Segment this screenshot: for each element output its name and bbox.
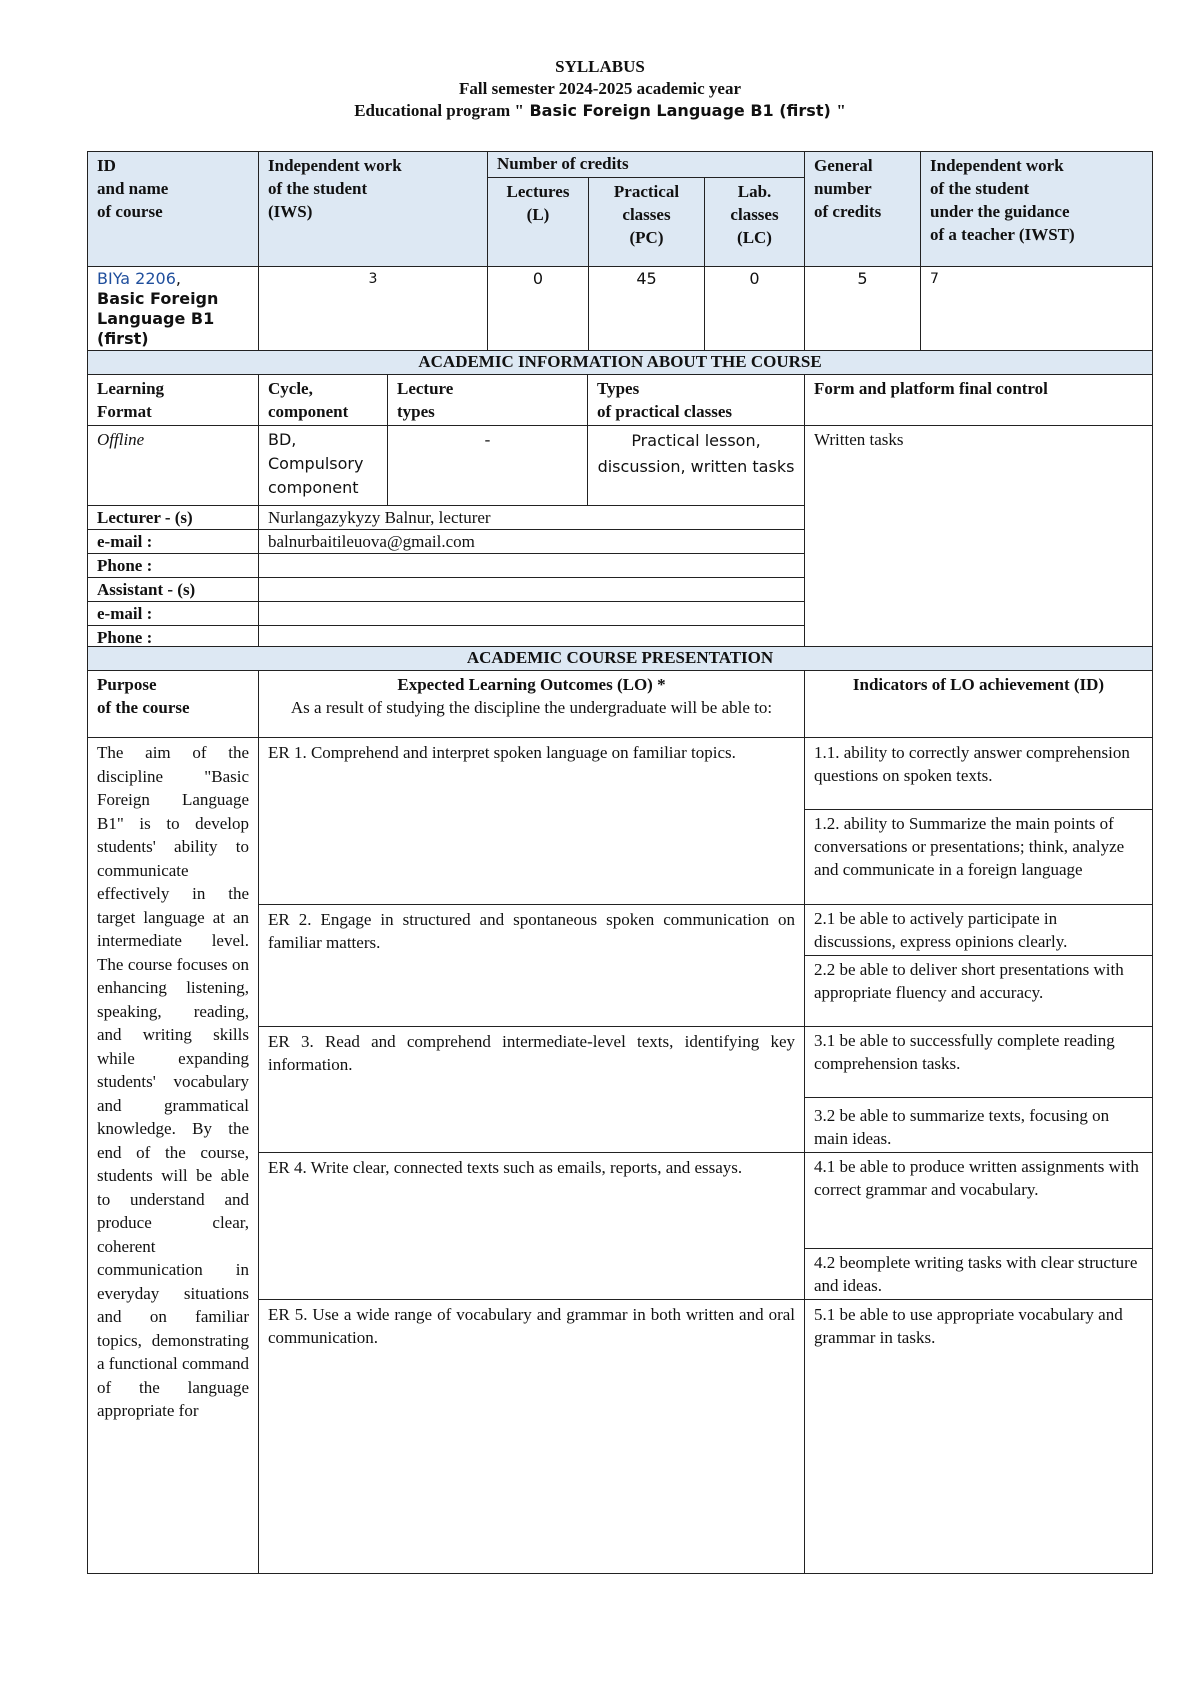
header-line: of a teacher (IWST): [930, 225, 1075, 244]
academic-info-title: ACADEMIC INFORMATION ABOUT THE COURSE: [88, 351, 1153, 375]
lab-value: 0: [705, 267, 805, 352]
indicator-5-1: 5.1 be able to use appropriate vocabulary and grammar in tasks.: [805, 1300, 1153, 1574]
header-line: Lab.: [737, 182, 772, 201]
lecturer-email-value[interactable]: balnurbaitileuova@gmail.com: [259, 530, 805, 554]
lecture-types-value: -: [388, 426, 588, 506]
cycle-line: Compulsory: [268, 454, 364, 473]
header-line: (L): [526, 205, 550, 224]
practical-value: 45: [589, 267, 705, 352]
indicator-1-1: 1.1. ability to correctly answer comprehension questions on spoken texts.: [805, 738, 1153, 810]
program-line: [0, 100, 1200, 122]
header-line: of the student: [268, 179, 368, 198]
iwst-header: [921, 152, 1153, 267]
header-line: classes: [730, 205, 779, 224]
cycle-line: BD,: [268, 430, 297, 449]
lo-header-title: Expected Learning Outcomes (LO) *: [397, 675, 666, 694]
program-prefix: Educational program ": [354, 101, 524, 120]
learning-format-value: Offline: [88, 426, 259, 506]
learning-outcome-4: ER 4. Write clear, connected texts such as emails, reports, and essays.: [259, 1153, 805, 1300]
cycle-line: component: [268, 478, 359, 497]
header-line: of credits: [814, 202, 882, 221]
header-line: Cycle,: [268, 379, 313, 398]
cycle-value: [259, 426, 388, 506]
course-id-cell: [88, 267, 259, 352]
header-line: component: [268, 402, 349, 421]
lo-header-subtitle: As a result of studying the discipline the undergraduate will be able to:: [290, 698, 773, 717]
header-line: Independent work: [268, 156, 402, 175]
header-line: Practical: [613, 182, 680, 201]
contact-label: e-mail :: [88, 602, 259, 626]
final-control-value: Written tasks: [805, 426, 1153, 650]
indicators-header: Indicators of LO achievement (ID): [805, 671, 1153, 738]
lectures-value: 0: [488, 267, 589, 352]
header-line: Independent work: [930, 156, 1064, 175]
course-code-link[interactable]: BIYa 2206: [97, 269, 176, 288]
indicator-3-2: 3.2 be able to summarize texts, focusing on main ideas.: [805, 1098, 1153, 1153]
practical-header: [589, 178, 705, 267]
learning-format-header: [88, 375, 259, 426]
header-line: classes: [622, 205, 671, 224]
practical-types-value: Practical lesson, discussion, written tasks: [588, 426, 805, 506]
header-line: number: [814, 179, 872, 198]
indicator-3-1: 3.1 be able to successfully complete reading comprehension tasks.: [805, 1027, 1153, 1098]
cycle-header: [259, 375, 388, 426]
general-credits-header: [805, 152, 921, 267]
learning-outcome-2: ER 2. Engage in structured and spontaneous spoken communication on familiar matters.: [259, 905, 805, 1027]
iws-value: 3: [259, 267, 488, 352]
iws-header: [259, 152, 488, 267]
header-line: types: [397, 402, 435, 421]
header-line: (PC): [629, 228, 664, 247]
general-credits-value: 5: [805, 267, 921, 352]
contact-label: Phone :: [88, 554, 259, 578]
header-line: of practical classes: [597, 402, 733, 421]
presentation-title: ACADEMIC COURSE PRESENTATION: [88, 647, 1153, 671]
contact-label: Lecturer - (s): [88, 506, 259, 530]
program-name: Basic Foreign Language B1 (first): [523, 101, 837, 120]
lecture-types-header: [388, 375, 588, 426]
document-header: [0, 56, 1200, 122]
header-line: under the guidance: [930, 202, 1070, 221]
header-line: Format: [97, 402, 152, 421]
document-title: SYLLABUS: [555, 57, 645, 76]
presentation-table: [87, 646, 1153, 1574]
indicator-2-2: 2.2 be able to deliver short presentations with appropriate fluency and accuracy.: [805, 956, 1153, 1027]
header-line: (LC): [737, 228, 772, 247]
course-comma: ,: [175, 269, 181, 288]
lecturer-value: Nurlangazykyzy Balnur, lecturer: [259, 506, 805, 530]
indicator-4-2: 4.2 beomplete writing tasks with clear structure and ideas.: [805, 1249, 1153, 1300]
contact-label: Assistant - (s): [88, 578, 259, 602]
lectures-header: [488, 178, 589, 267]
final-control-header: Form and platform final control: [805, 375, 1153, 426]
learning-outcome-1: ER 1. Comprehend and interpret spoken language on familiar topics.: [259, 738, 805, 905]
header-line: Lectures: [506, 182, 570, 201]
header-line: General: [814, 156, 873, 175]
indicator-4-1: 4.1 be able to produce written assignments with correct grammar and vocabulary.: [805, 1153, 1153, 1249]
course-table: [87, 151, 1153, 352]
header-line: of the student: [930, 179, 1030, 198]
header-line: Learning: [97, 379, 165, 398]
practical-types-header: [588, 375, 805, 426]
header-line: and name: [97, 179, 169, 198]
academic-info-table: [87, 350, 1153, 650]
contact-label: Phone :: [88, 626, 259, 650]
id-name-header: [88, 152, 259, 267]
header-line: (IWS): [268, 202, 313, 221]
learning-outcome-5: ER 5. Use a wide range of vocabulary and grammar in both written and oral communication.: [259, 1300, 805, 1574]
assistant-value: [259, 578, 805, 602]
contact-label: e-mail :: [88, 530, 259, 554]
lecturer-phone-value: [259, 554, 805, 578]
assistant-email-value: [259, 602, 805, 626]
iwst-value: 7: [921, 267, 1153, 352]
header-line: of course: [97, 202, 163, 221]
header-line: Purpose: [97, 675, 157, 694]
indicator-1-2: 1.2. ability to Summarize the main points of conversations or presentations; think, analyze and communicate in a foreign language: [805, 810, 1153, 905]
header-line: Types: [597, 379, 640, 398]
header-line: of the course: [97, 698, 190, 717]
course-name-line: (first): [97, 329, 149, 348]
semester-line: Fall semester 2024-2025 academic year: [459, 79, 741, 98]
indicator-2-1: 2.1 be able to actively participate in discussions, express opinions clearly.: [805, 905, 1153, 956]
lab-header: [705, 178, 805, 267]
credits-header: Number of credits: [488, 152, 805, 178]
lo-header: [259, 671, 805, 738]
learning-outcome-3: ER 3. Read and comprehend intermediate-level texts, identifying key information.: [259, 1027, 805, 1153]
purpose-text: The aim of the discipline "Basic Foreign Language B1" is to develop students' ability to communicate effectively in the target language at an intermediate level. The course focuses on enhancing listening, speaking, reading, and writing skills while expanding students' vocabulary and grammatical knowledge. By the end of the course, students will be able to understand and produce clear, coherent communication in everyday situations and on familiar topics, demonstrating a functional command of the language appropriate for: [88, 738, 259, 1574]
course-name-line: Basic Foreign: [97, 289, 219, 308]
header-line: Lecture: [397, 379, 454, 398]
purpose-header: [88, 671, 259, 738]
header-line: ID: [97, 156, 116, 175]
course-name-line: Language B1: [97, 309, 215, 328]
program-suffix: ": [836, 101, 846, 120]
